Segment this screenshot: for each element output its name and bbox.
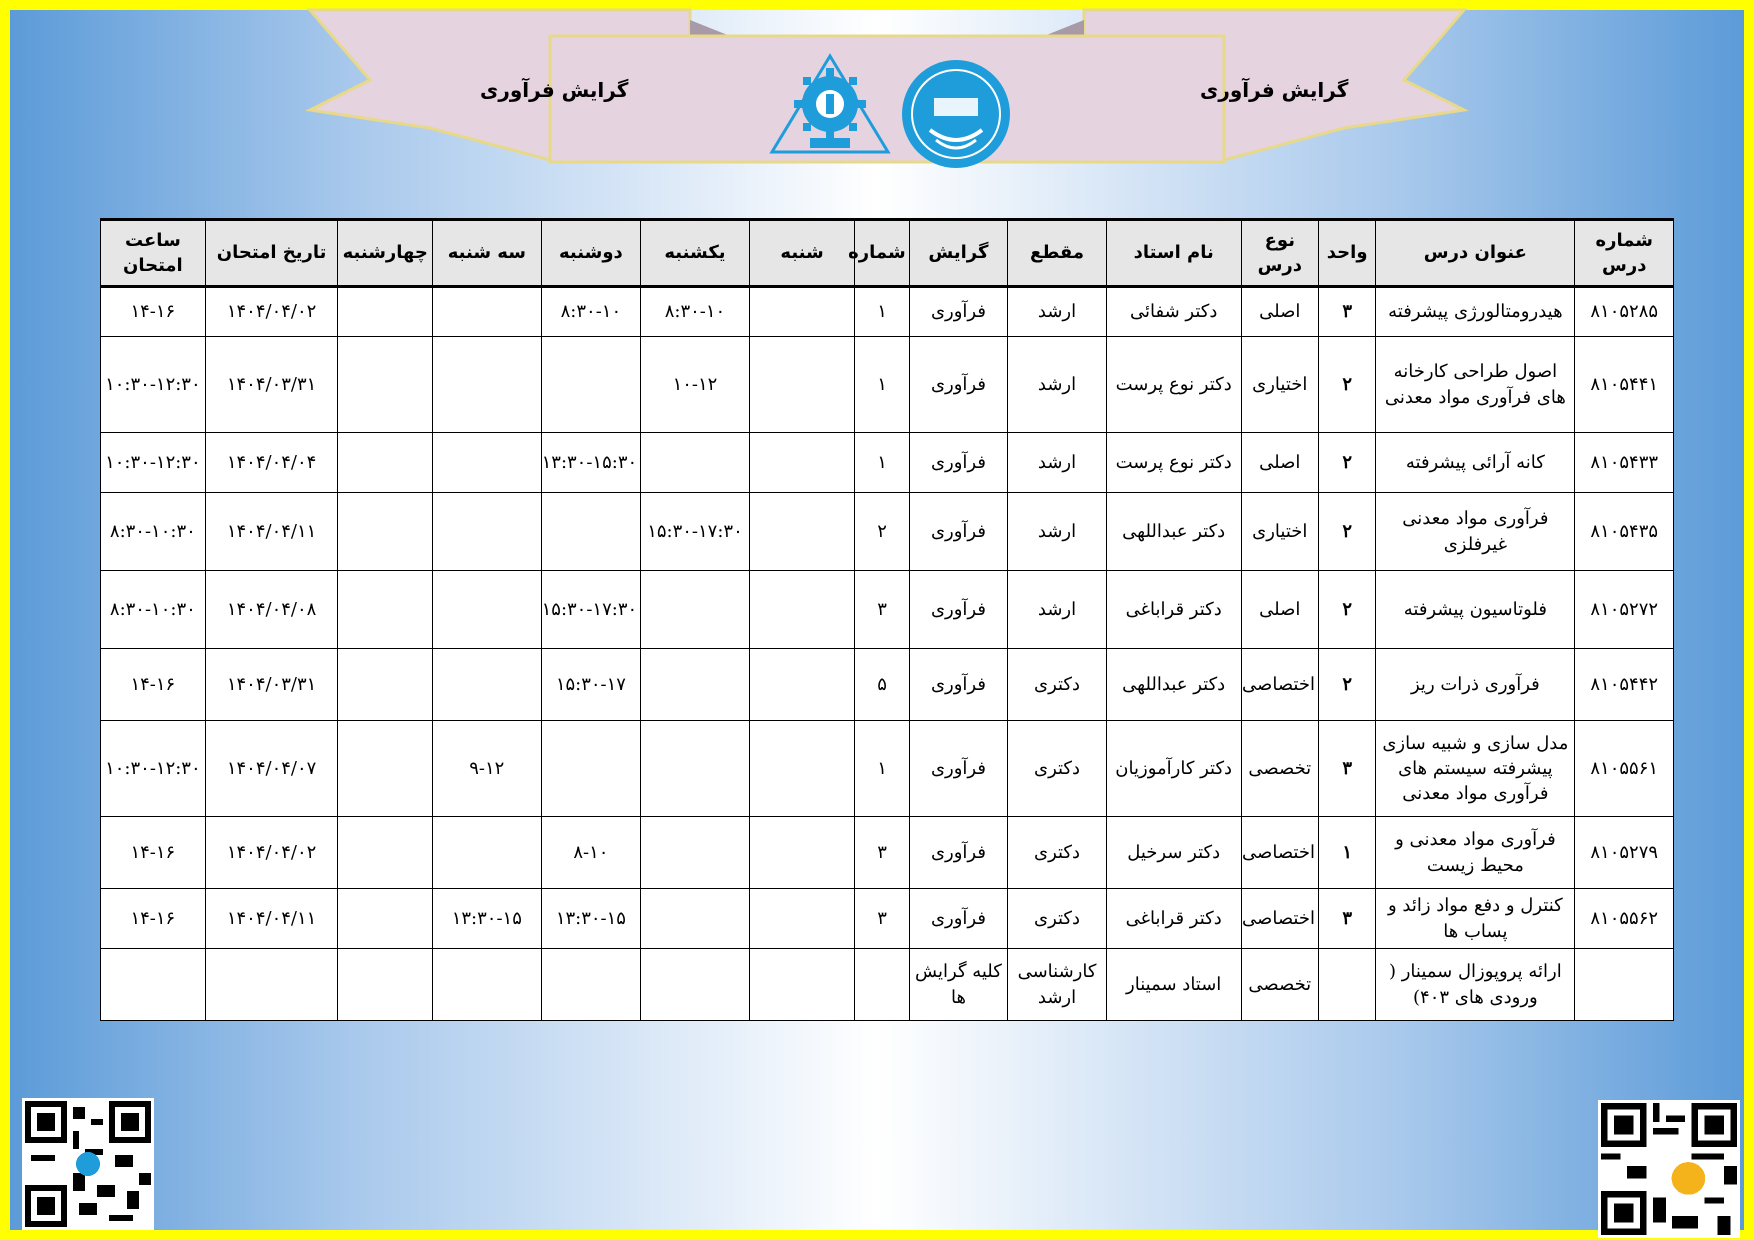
table-row: [101, 889, 1674, 949]
cell-course-number: ۸۱۰۵۴۴۱: [1575, 337, 1674, 433]
cell-saturday: [749, 571, 855, 649]
cell-course-type: اصلی: [1241, 433, 1318, 493]
cell-wednesday: [338, 337, 433, 433]
cell-wednesday: [338, 817, 433, 889]
cell-exam-time: ۱۰:۳۰-۱۲:۳۰: [101, 721, 206, 817]
cell-group-number: ۱: [855, 337, 909, 433]
cell-sunday: [641, 817, 750, 889]
cell-saturday: [749, 721, 855, 817]
cell-course-type: اختصاصی: [1241, 649, 1318, 721]
cell-course-type: تخصصی: [1241, 949, 1318, 1021]
cell-instructor: دکتر سرخیل: [1106, 817, 1241, 889]
cell-saturday: [749, 889, 855, 949]
cell-monday: ۱۵:۳۰-۱۷: [541, 649, 641, 721]
cell-units: ۲: [1319, 649, 1376, 721]
cell-tuesday: [433, 493, 542, 571]
cell-course-number: ۸۱۰۵۴۳۳: [1575, 433, 1674, 493]
cell-course-type: اختیاری: [1241, 337, 1318, 433]
cell-level: دکتری: [1008, 817, 1107, 889]
cell-monday: ۱۵:۳۰-۱۷:۳۰: [541, 571, 641, 649]
cell-course-number: ۸۱۰۵۲۷۲: [1575, 571, 1674, 649]
cell-course-type: اصلی: [1241, 571, 1318, 649]
cell-level: ارشد: [1008, 433, 1107, 493]
page-background: [10, 10, 1744, 1230]
cell-course-title: ارائه پروپوزال سمینار ( ورودی های ۴۰۳): [1376, 949, 1575, 1021]
cell-units: [1319, 949, 1376, 1021]
cell-instructor: دکتر عبداللهی: [1106, 649, 1241, 721]
course-schedule-table-wrapper: [100, 218, 1674, 1021]
cell-level: ارشد: [1008, 287, 1107, 337]
cell-course-title: هیدرومتالورژی پیشرفته: [1376, 287, 1575, 337]
table-header-row: [101, 220, 1674, 287]
cell-exam-time: ۱۰:۳۰-۱۲:۳۰: [101, 433, 206, 493]
cell-group-number: ۳: [855, 889, 909, 949]
cell-course-number: [1575, 949, 1674, 1021]
cell-exam-time: ۱۴-۱۶: [101, 817, 206, 889]
cell-wednesday: [338, 721, 433, 817]
cell-course-number: ۸۱۰۵۵۶۲: [1575, 889, 1674, 949]
cell-instructor: دکتر کارآموزیان: [1106, 721, 1241, 817]
cell-exam-date: [205, 949, 338, 1021]
cell-exam-date: ۱۴۰۴/۰۴/۱۱: [205, 493, 338, 571]
cell-wednesday: [338, 949, 433, 1021]
cell-specialization: فرآوری: [909, 721, 1008, 817]
cell-tuesday: [433, 337, 542, 433]
cell-specialization: فرآوری: [909, 649, 1008, 721]
cell-sunday: [641, 949, 750, 1021]
cell-tuesday: ۱۳:۳۰-۱۵: [433, 889, 542, 949]
table-row: [101, 493, 1674, 571]
cell-units: ۲: [1319, 337, 1376, 433]
column-header-saturday: شنبه: [749, 220, 855, 287]
cell-monday: [541, 721, 641, 817]
cell-course-number: ۸۱۰۵۲۷۹: [1575, 817, 1674, 889]
table-row: [101, 817, 1674, 889]
cell-units: ۳: [1319, 889, 1376, 949]
table-row: [101, 721, 1674, 817]
table-row: [101, 433, 1674, 493]
cell-level: ارشد: [1008, 493, 1107, 571]
cell-saturday: [749, 949, 855, 1021]
gear-emblem-logo-icon: [770, 54, 890, 158]
cell-sunday: ۱۰-۱۲: [641, 337, 750, 433]
column-header-course-type: نوع درس: [1241, 220, 1318, 287]
cell-group-number: ۱: [855, 721, 909, 817]
cell-course-number: ۸۱۰۵۴۴۲: [1575, 649, 1674, 721]
cell-instructor: دکتر نوع پرست: [1106, 337, 1241, 433]
column-header-course-number: شماره درس: [1575, 220, 1674, 287]
cell-course-title: فرآوری ذرات ریز: [1376, 649, 1575, 721]
column-header-monday: دوشنبه: [541, 220, 641, 287]
column-header-tuesday: سه شنبه: [433, 220, 542, 287]
cell-specialization: فرآوری: [909, 337, 1008, 433]
cell-level: دکتری: [1008, 889, 1107, 949]
cell-group-number: ۱: [855, 287, 909, 337]
table-row: [101, 287, 1674, 337]
cell-level: ارشد: [1008, 571, 1107, 649]
cell-instructor: دکتر قراباغی: [1106, 571, 1241, 649]
cell-sunday: [641, 433, 750, 493]
cell-sunday: [641, 571, 750, 649]
university-of-tehran-logo-icon: [900, 58, 1012, 174]
cell-monday: ۸-۱۰: [541, 817, 641, 889]
cell-group-number: ۳: [855, 571, 909, 649]
cell-exam-time: ۱۰:۳۰-۱۲:۳۰: [101, 337, 206, 433]
cell-instructor: دکتر عبداللهی: [1106, 493, 1241, 571]
cell-course-number: ۸۱۰۵۵۶۱: [1575, 721, 1674, 817]
cell-level: دکتری: [1008, 721, 1107, 817]
cell-units: ۳: [1319, 287, 1376, 337]
cell-wednesday: [338, 287, 433, 337]
cell-group-number: ۳: [855, 817, 909, 889]
cell-monday: [541, 949, 641, 1021]
column-header-course-title: عنوان درس: [1376, 220, 1575, 287]
cell-saturday: [749, 493, 855, 571]
cell-monday: [541, 337, 641, 433]
cell-wednesday: [338, 493, 433, 571]
column-header-group-number: شماره: [855, 220, 909, 287]
cell-monday: ۱۳:۳۰-۱۵:۳۰: [541, 433, 641, 493]
cell-sunday: [641, 889, 750, 949]
cell-monday: ۸:۳۰-۱۰: [541, 287, 641, 337]
cell-specialization: فرآوری: [909, 493, 1008, 571]
cell-course-title: کانه آرائی پیشرفته: [1376, 433, 1575, 493]
cell-level: دکتری: [1008, 649, 1107, 721]
column-header-sunday: یکشنبه: [641, 220, 750, 287]
cell-units: ۱: [1319, 817, 1376, 889]
cell-exam-time: ۱۴-۱۶: [101, 889, 206, 949]
cell-specialization: کلیه گرایش ها: [909, 949, 1008, 1021]
cell-wednesday: [338, 889, 433, 949]
cell-course-type: تخصصی: [1241, 721, 1318, 817]
cell-exam-date: ۱۴۰۴/۰۳/۳۱: [205, 337, 338, 433]
cell-exam-date: ۱۴۰۴/۰۴/۰۷: [205, 721, 338, 817]
cell-exam-time: ۸:۳۰-۱۰:۳۰: [101, 493, 206, 571]
cell-exam-time: ۱۴-۱۶: [101, 649, 206, 721]
table-row: [101, 949, 1674, 1021]
cell-exam-time: [101, 949, 206, 1021]
cell-tuesday: ۹-۱۲: [433, 721, 542, 817]
cell-units: ۲: [1319, 493, 1376, 571]
cell-wednesday: [338, 571, 433, 649]
cell-units: ۳: [1319, 721, 1376, 817]
cell-tuesday: [433, 817, 542, 889]
cell-specialization: فرآوری: [909, 571, 1008, 649]
cell-sunday: ۸:۳۰-۱۰: [641, 287, 750, 337]
cell-tuesday: [433, 649, 542, 721]
cell-exam-date: ۱۴۰۴/۰۴/۰۸: [205, 571, 338, 649]
column-header-exam-time: ساعت امتحان: [101, 220, 206, 287]
cell-course-type: اصلی: [1241, 287, 1318, 337]
cell-sunday: [641, 721, 750, 817]
cell-course-title: اصول طراحی کارخانه های فرآوری مواد معدنی: [1376, 337, 1575, 433]
cell-tuesday: [433, 949, 542, 1021]
cell-course-title: کنترل و دفع مواد زائد و پساب ها: [1376, 889, 1575, 949]
banner-title-left: گرایش فرآوری: [480, 78, 629, 102]
cell-level: ارشد: [1008, 337, 1107, 433]
cell-specialization: فرآوری: [909, 287, 1008, 337]
cell-sunday: [641, 649, 750, 721]
cell-tuesday: [433, 571, 542, 649]
column-header-level: مقطع: [1008, 220, 1107, 287]
cell-instructor: دکتر قراباغی: [1106, 889, 1241, 949]
cell-wednesday: [338, 649, 433, 721]
cell-specialization: فرآوری: [909, 817, 1008, 889]
cell-wednesday: [338, 433, 433, 493]
cell-saturday: [749, 817, 855, 889]
table-row: [101, 337, 1674, 433]
cell-course-type: اختیاری: [1241, 493, 1318, 571]
cell-monday: ۱۳:۳۰-۱۵: [541, 889, 641, 949]
cell-course-title: مدل سازی و شبیه سازی پیشرفته سیستم های فرآوری مواد معدنی: [1376, 721, 1575, 817]
linkedin-qr-code-icon: [1598, 1100, 1740, 1238]
column-header-instructor: نام استاد: [1106, 220, 1241, 287]
course-schedule-table: [100, 218, 1674, 1021]
cell-exam-date: ۱۴۰۴/۰۴/۰۲: [205, 287, 338, 337]
cell-units: ۲: [1319, 571, 1376, 649]
cell-saturday: [749, 649, 855, 721]
cell-saturday: [749, 337, 855, 433]
cell-course-title: فرآوری مواد معدنی غیرفلزی: [1376, 493, 1575, 571]
cell-course-number: ۸۱۰۵۲۸۵: [1575, 287, 1674, 337]
cell-course-number: ۸۱۰۵۴۳۵: [1575, 493, 1674, 571]
cell-group-number: ۲: [855, 493, 909, 571]
cell-exam-date: ۱۴۰۴/۰۳/۳۱: [205, 649, 338, 721]
cell-saturday: [749, 433, 855, 493]
cell-group-number: ۱: [855, 433, 909, 493]
cell-exam-date: ۱۴۰۴/۰۴/۰۲: [205, 817, 338, 889]
cell-instructor: دکتر نوع پرست: [1106, 433, 1241, 493]
cell-monday: [541, 493, 641, 571]
cell-course-title: فلوتاسیون پیشرفته: [1376, 571, 1575, 649]
cell-level: کارشناسی ارشد: [1008, 949, 1107, 1021]
qr-code-icon: [22, 1098, 154, 1230]
cell-saturday: [749, 287, 855, 337]
cell-exam-date: ۱۴۰۴/۰۴/۰۴: [205, 433, 338, 493]
column-header-units: واحد: [1319, 220, 1376, 287]
cell-exam-date: ۱۴۰۴/۰۴/۱۱: [205, 889, 338, 949]
column-header-specialization: گرایش: [909, 220, 1008, 287]
cell-specialization: فرآوری: [909, 433, 1008, 493]
cell-course-title: فرآوری مواد معدنی و محیط زیست: [1376, 817, 1575, 889]
cell-sunday: ۱۵:۳۰-۱۷:۳۰: [641, 493, 750, 571]
cell-course-type: اختصاصی: [1241, 889, 1318, 949]
cell-group-number: ۵: [855, 649, 909, 721]
banner-title-right: گرایش فرآوری: [1200, 78, 1349, 102]
cell-exam-time: ۸:۳۰-۱۰:۳۰: [101, 571, 206, 649]
cell-course-type: اختصاصی: [1241, 817, 1318, 889]
cell-tuesday: [433, 433, 542, 493]
cell-group-number: [855, 949, 909, 1021]
cell-specialization: فرآوری: [909, 889, 1008, 949]
column-header-wednesday: چهارشنبه: [338, 220, 433, 287]
column-header-exam-date: تاریخ امتحان: [205, 220, 338, 287]
cell-exam-time: ۱۴-۱۶: [101, 287, 206, 337]
table-row: [101, 649, 1674, 721]
cell-tuesday: [433, 287, 542, 337]
cell-instructor: استاد سمینار: [1106, 949, 1241, 1021]
cell-instructor: دکتر شفائی: [1106, 287, 1241, 337]
table-row: [101, 571, 1674, 649]
cell-units: ۲: [1319, 433, 1376, 493]
